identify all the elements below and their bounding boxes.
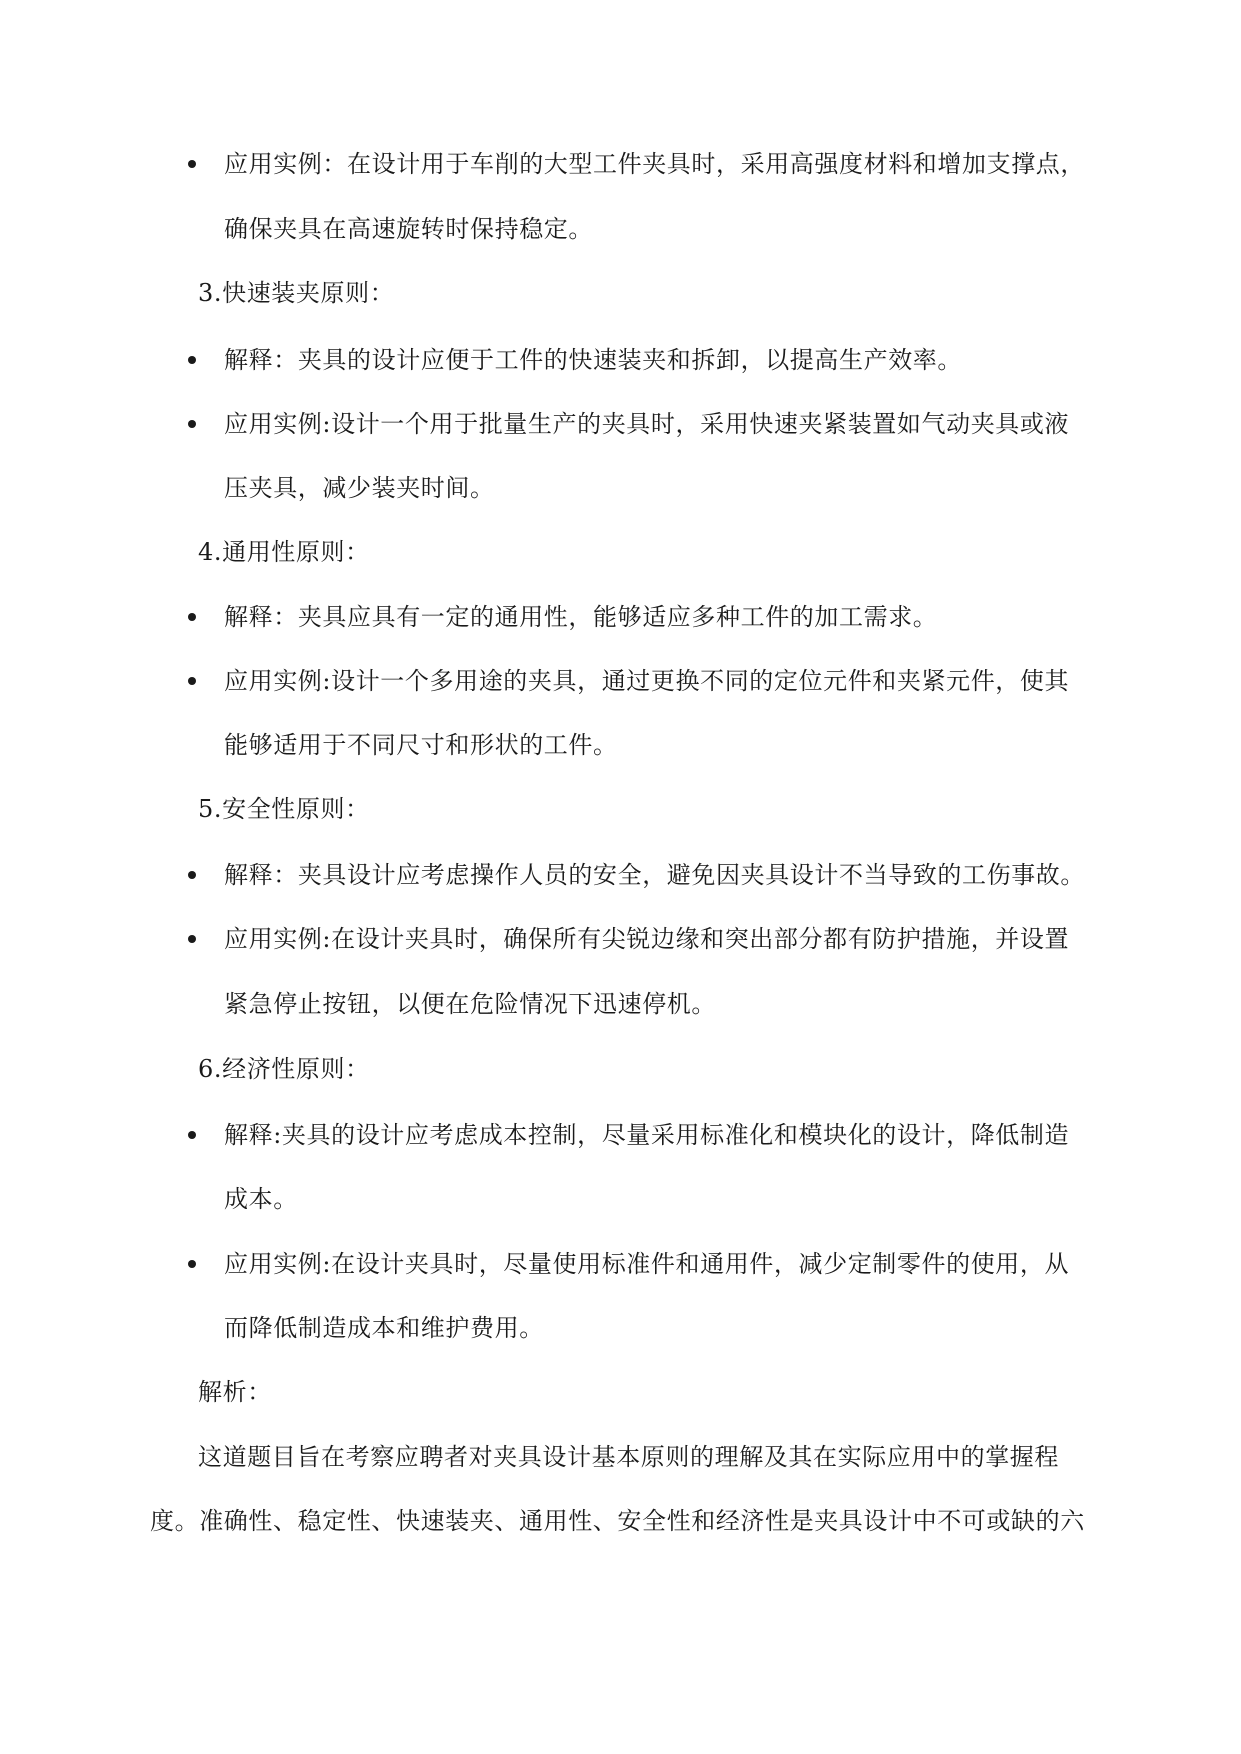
item-label: 应用实例: [224, 410, 332, 438]
bullet-icon [188, 1131, 196, 1139]
bullet-icon [188, 356, 196, 364]
list-item-continuation: 确保夹具在高速旋转时保持稳定。 [224, 215, 593, 243]
analysis-paragraph-line: 度。准确性、稳定性、快速装夹、通用性、安全性和经济性是夹具设计中不可或缺的六 [150, 1507, 1085, 1535]
item-label: 应用实例: [224, 1250, 332, 1278]
bullet-icon [188, 420, 196, 428]
item-text: 夹具设计应考虑操作人员的安全，避免因夹具设计不当导致的工伤事故。 [297, 861, 1086, 889]
list-item-continuation: 能够适用于不同尺寸和形状的工件。 [224, 731, 618, 759]
section-heading: 4.通用性原则： [198, 538, 370, 566]
list-item-first-line [224, 859, 1085, 891]
bullet-icon [188, 935, 196, 943]
section-heading: 3.快速装夹原则： [198, 279, 395, 307]
bullet-icon [188, 1260, 196, 1268]
bullet-icon [188, 160, 196, 168]
bullet-icon [188, 871, 196, 879]
item-label: 应用实例: [224, 925, 332, 953]
list-item-continuation: 成本。 [224, 1185, 298, 1213]
list-item-first-line [224, 923, 1069, 955]
item-text: 在设计夹具时，尽量使用标准件和通用件，减少定制零件的使用，从 [331, 1250, 1070, 1278]
item-label: 解释： [224, 861, 298, 889]
list-item-first-line [224, 148, 1085, 180]
item-label: 解释： [224, 603, 298, 631]
analysis-paragraph-line: 这道题目旨在考察应聘者对夹具设计基本原则的理解及其在实际应用中的掌握程 [198, 1443, 1059, 1471]
item-text: 设计一个用于批量生产的夹具时，采用快速夹紧装置如气动夹具或液 [331, 410, 1070, 438]
item-label: 解释: [224, 1121, 282, 1149]
item-text: 夹具的设计应考虑成本控制，尽量采用标准化和模块化的设计，降低制造 [281, 1121, 1070, 1149]
list-item-first-line [224, 1119, 1069, 1151]
list-item-first-line [224, 1248, 1069, 1280]
list-item-first-line [224, 408, 1069, 440]
bullet-icon [188, 613, 196, 621]
section-heading: 5.安全性原则： [198, 795, 370, 823]
item-text: 设计一个多用途的夹具，通过更换不同的定位元件和夹紧元件，使其 [331, 667, 1070, 695]
list-item-continuation: 紧急停止按钮，以便在危险情况下迅速停机。 [224, 990, 716, 1018]
list-item-first-line [224, 665, 1069, 697]
item-text: 在设计用于车削的大型工件夹具时，采用高强度材料和增加支撑点， [347, 150, 1085, 178]
item-label: 解释： [224, 346, 298, 374]
analysis-heading: 解析： [198, 1378, 272, 1406]
list-item-first-line [224, 344, 962, 376]
list-item-continuation: 压夹具，减少装夹时间。 [224, 474, 495, 502]
item-text: 在设计夹具时，确保所有尖锐边缘和突出部分都有防护措施，并设置 [331, 925, 1070, 953]
item-label: 应用实例： [224, 150, 347, 178]
list-item-first-line [224, 601, 937, 633]
item-text: 夹具应具有一定的通用性，能够适应多种工件的加工需求。 [297, 603, 938, 631]
item-text: 夹具的设计应便于工件的快速装夹和拆卸，以提高生产效率。 [297, 346, 963, 374]
bullet-icon [188, 677, 196, 685]
item-label: 应用实例: [224, 667, 332, 695]
section-heading: 6.经济性原则： [198, 1055, 370, 1083]
list-item-continuation: 而降低制造成本和维护费用。 [224, 1314, 544, 1342]
